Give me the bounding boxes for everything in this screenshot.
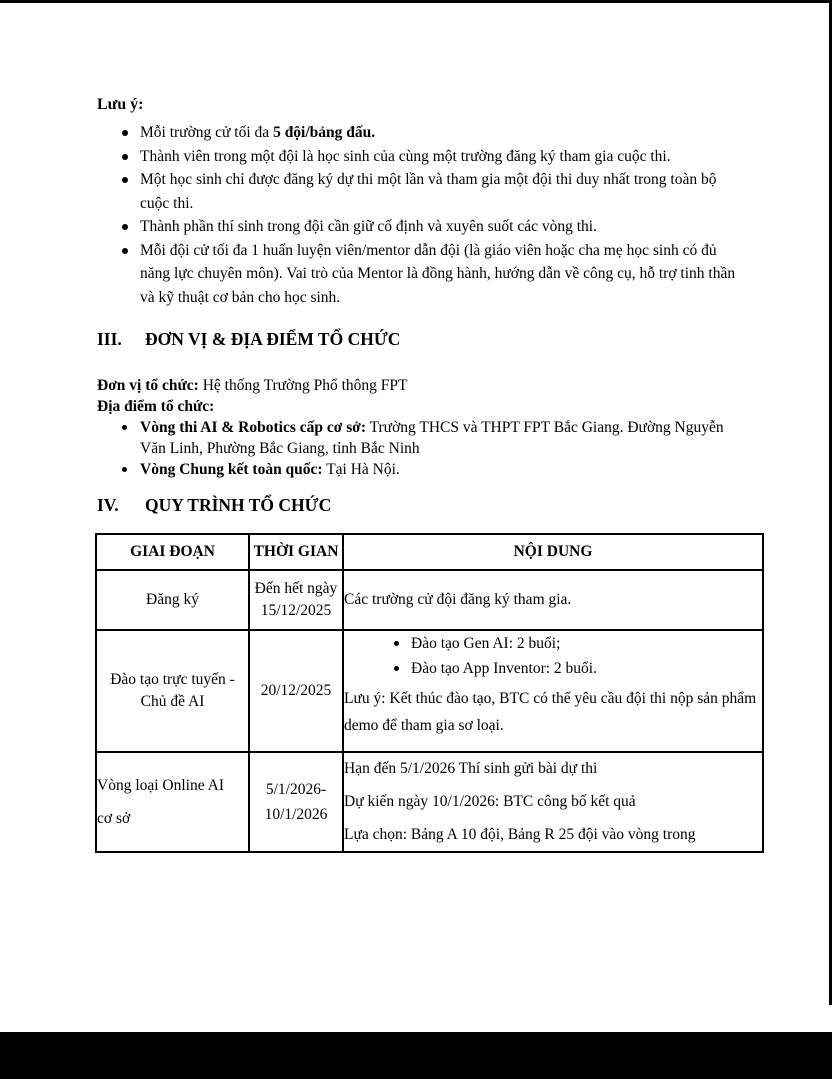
list-item bbox=[394, 631, 762, 656]
section-numeral: IV. bbox=[97, 495, 119, 515]
list-item bbox=[122, 239, 745, 310]
col-header-time: THỜI GIAN bbox=[249, 534, 343, 570]
bullet-icon bbox=[122, 154, 128, 160]
rule-text-bold: 5 đội/bảng đấu. bbox=[273, 124, 376, 141]
list-item bbox=[122, 459, 745, 480]
time-cell bbox=[249, 570, 343, 630]
content-cell: Các trường cử đội đăng ký tham gia. bbox=[343, 570, 763, 630]
list-item bbox=[122, 417, 726, 459]
bullet-icon bbox=[122, 467, 127, 472]
document-content bbox=[97, 96, 757, 853]
list-item bbox=[122, 121, 745, 145]
rule-text: Thành viên trong một đội là học sinh của cùng một trường đăng ký tham gia cuộc thi. bbox=[140, 147, 671, 165]
list-item bbox=[122, 215, 745, 239]
bullet-icon bbox=[122, 425, 127, 430]
time-line: 5/1/2026- bbox=[265, 781, 327, 798]
list-item bbox=[122, 145, 745, 169]
table-header-row bbox=[96, 534, 763, 570]
rule-text: Mỗi trường cử tối đa bbox=[140, 124, 274, 141]
bullet-icon bbox=[394, 641, 399, 646]
col-header-content: NỘI DUNG bbox=[343, 534, 763, 570]
bullet-icon bbox=[394, 666, 399, 671]
table-row bbox=[96, 752, 763, 852]
time-line: 15/12/2025 bbox=[260, 602, 332, 619]
section-heading-3 bbox=[97, 328, 745, 350]
location-bold: Vòng thi AI & Robotics cấp cơ sở: bbox=[140, 419, 366, 436]
content-cell bbox=[343, 630, 763, 752]
cell-bullet-text: Đào tạo App Inventor: 2 buổi. bbox=[411, 660, 597, 677]
bullet-icon bbox=[122, 248, 128, 254]
location-text: Trường THCS và THPT FPT Bắc Giang. Đường Nguyễn Văn Linh, Phường Bắc Giang, tỉnh Bắc Ninh bbox=[140, 419, 724, 457]
rules-list bbox=[97, 121, 745, 309]
section-title: QUY TRÌNH TỔ CHỨC bbox=[145, 495, 332, 515]
bullet-icon bbox=[122, 224, 128, 230]
section-title: ĐƠN VỊ & ĐỊA ĐIỂM TỔ CHỨC bbox=[145, 329, 401, 349]
organizer-line bbox=[97, 375, 745, 396]
schedule-table bbox=[95, 533, 764, 853]
stage-line: Vòng loại Online AI bbox=[97, 776, 224, 794]
time-cell: 20/12/2025 bbox=[249, 630, 343, 752]
rule-text: Một học sinh chỉ được đăng ký dự thi một lần và tham gia một đội thi duy nhất trong toàn bộ cuộc thi. bbox=[140, 171, 717, 212]
rule-text: Mỗi đội cử tối đa 1 huấn luyện viên/mentor dẫn đội (là giáo viên hoặc cha mẹ học sinh có đủ năng lực chuyên môn). Vai trò của Mentor là đồng hành, hướng dẫn về công cụ, hỗ trợ tinh thần và kỹ thuật cơ bản cho học sinh. bbox=[140, 241, 736, 306]
content-cell bbox=[343, 752, 763, 852]
stage-cell bbox=[96, 752, 249, 852]
section-numeral: III. bbox=[97, 329, 122, 349]
paragraph-text: Dự kiến ngày 10/1/2026: BTC công bố kết quả bbox=[344, 793, 636, 810]
list-item bbox=[394, 656, 762, 681]
list-item bbox=[122, 168, 745, 215]
locations-list bbox=[97, 417, 745, 480]
section-heading-4 bbox=[97, 494, 745, 516]
location-label-line bbox=[97, 396, 745, 417]
stage-line: Chủ đề AI bbox=[140, 693, 205, 710]
paragraph-text: Hạn đến 5/1/2026 Thí sinh gửi bài dự thi bbox=[344, 760, 598, 777]
scan-edge-top bbox=[0, 0, 832, 3]
stage-line: cơ sở bbox=[97, 809, 131, 827]
bullet-icon bbox=[122, 130, 128, 136]
location-text: Tại Hà Nội. bbox=[322, 461, 400, 478]
stage-line: Đào tạo trực tuyến - bbox=[110, 671, 235, 688]
col-header-stage: GIAI ĐOẠN bbox=[96, 534, 249, 570]
stage-cell: Đăng ký bbox=[96, 570, 249, 630]
organizer-value: Hệ thống Trường Phổ thông FPT bbox=[198, 377, 408, 394]
paragraph-text: Lựa chọn: Bảng A 10 đội, Bảng R 25 đội vào vòng trong bbox=[344, 826, 696, 843]
organizer-label: Đơn vị tổ chức: bbox=[97, 377, 199, 394]
time-line: Đến hết ngày bbox=[254, 580, 338, 597]
location-label: Địa điểm tổ chức: bbox=[97, 398, 215, 415]
scan-edge-bottom bbox=[0, 1032, 832, 1079]
rule-text: Thành phần thí sinh trong đội cần giữ cố định và xuyên suốt các vòng thi. bbox=[140, 218, 597, 235]
location-bold: Vòng Chung kết toàn quốc: bbox=[140, 461, 323, 478]
cell-bullet-list bbox=[394, 631, 762, 681]
cell-bullet-text: Đào tạo Gen AI: 2 buổi; bbox=[411, 635, 561, 652]
time-line: 10/1/2026 bbox=[264, 806, 328, 823]
note-heading: Lưu ý: bbox=[97, 96, 144, 113]
bullet-icon bbox=[122, 177, 128, 183]
note-text: Lưu ý: Kết thúc đào tạo, BTC có thể yêu cầu đội thi nộp sản phẩm demo để tham gia sơ loại. bbox=[344, 690, 757, 734]
table-row bbox=[96, 630, 763, 752]
time-cell bbox=[249, 752, 343, 852]
stage-cell bbox=[96, 630, 249, 752]
table-row bbox=[96, 570, 763, 630]
